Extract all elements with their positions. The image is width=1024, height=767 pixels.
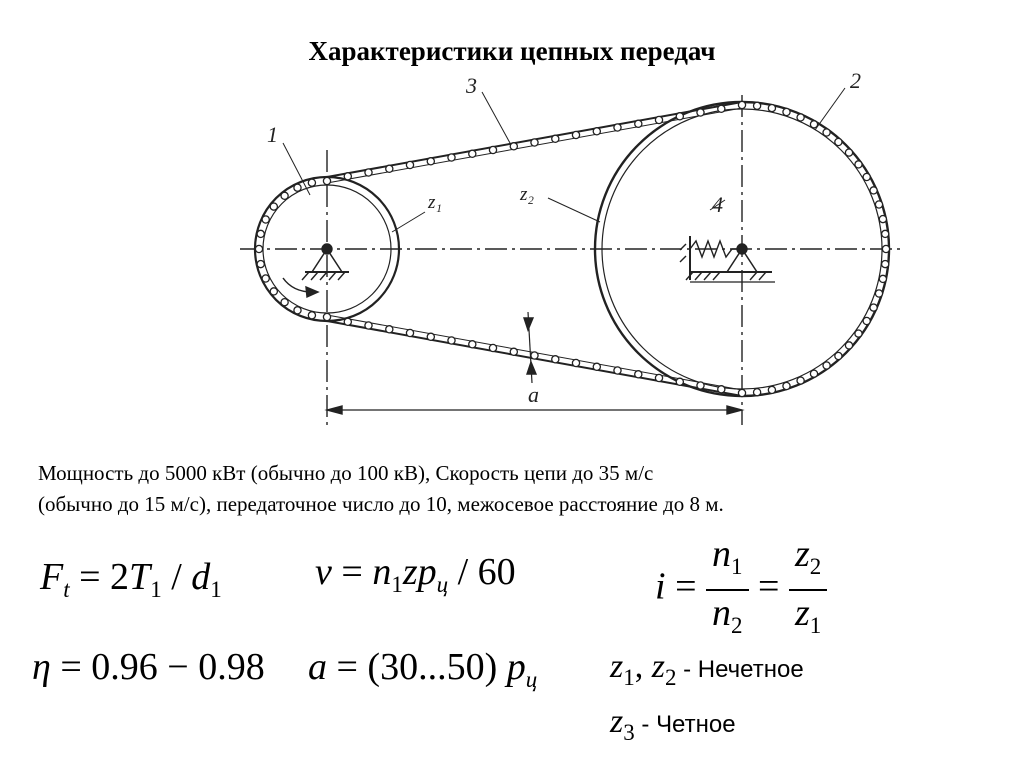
chain-roller xyxy=(281,299,288,306)
chain-roller xyxy=(870,187,877,194)
chain-roller xyxy=(718,105,725,112)
chain-roller xyxy=(810,121,817,128)
dimension-arrow-left xyxy=(327,406,342,414)
chain-roller xyxy=(323,177,330,184)
chain-roller xyxy=(797,114,804,121)
chain-roller xyxy=(469,341,476,348)
chain-roller xyxy=(882,245,889,252)
leader-2 xyxy=(815,88,845,130)
chain-roller xyxy=(870,304,877,311)
chain-roller xyxy=(882,261,889,268)
chain-roller xyxy=(882,230,889,237)
chain-roller xyxy=(572,131,579,138)
formula-speed: $v = n_1zp_ц / 60$ xyxy=(315,551,516,597)
label-2: 2 xyxy=(850,68,861,93)
chain-roller xyxy=(738,389,745,396)
chain-roller xyxy=(855,330,862,337)
chain-roller xyxy=(797,377,804,384)
label-a: a xyxy=(528,382,539,407)
chain-roller xyxy=(676,378,683,385)
chain-roller xyxy=(768,386,775,393)
chain-roller xyxy=(531,352,538,359)
chain-roller xyxy=(427,158,434,165)
formula-force: $F_t = 2T_1 / d_1$ xyxy=(40,556,222,602)
note-even: $z_3$ - Четное xyxy=(610,703,736,745)
chain-roller xyxy=(810,370,817,377)
chain-roller xyxy=(308,179,315,186)
note-odd: $z_1$, $z_2$ - Нечетное xyxy=(610,648,804,690)
label-z2: z₂ xyxy=(520,184,534,205)
chain-roller xyxy=(768,105,775,112)
chain-roller xyxy=(281,192,288,199)
formula-distance: a = (30...50) $p_ц$ xyxy=(308,646,538,692)
chain-roller xyxy=(697,382,704,389)
chain-roller xyxy=(344,318,351,325)
chain-roller xyxy=(270,203,277,210)
description-line-1: Мощность до 5000 кВт (обычно до 100 кВ), Скорость цепи до 35 м/с xyxy=(38,461,654,485)
chain-roller xyxy=(427,333,434,340)
chain-roller xyxy=(552,356,559,363)
chain-roller xyxy=(294,307,301,314)
chain-roller xyxy=(448,154,455,161)
chain-roller xyxy=(572,359,579,366)
chain-roller xyxy=(855,161,862,168)
chain-roller xyxy=(783,382,790,389)
description xyxy=(38,458,998,520)
chain-roller xyxy=(386,326,393,333)
chain-roller xyxy=(655,374,662,381)
chain-roller xyxy=(510,143,517,150)
chain-roller xyxy=(697,109,704,116)
chain-roller xyxy=(754,102,761,109)
chain-roller xyxy=(879,216,886,223)
leader-z1 xyxy=(392,212,425,232)
formula-efficiency: η = 0.96 − 0.98 xyxy=(32,646,265,688)
chain-roller xyxy=(783,108,790,115)
chain-roller xyxy=(875,290,882,297)
chain-roller xyxy=(718,386,725,393)
chain-roller xyxy=(875,201,882,208)
chain-roller xyxy=(593,128,600,135)
chain-roller xyxy=(510,348,517,355)
chain-roller xyxy=(845,149,852,156)
chain-roller xyxy=(489,344,496,351)
chain-roller xyxy=(879,275,886,282)
chain-roller xyxy=(406,329,413,336)
description-line-2: (обычно до 15 м/с), передаточное число до 10, межосевое расстояние до 8 м. xyxy=(38,492,724,516)
chain-roller xyxy=(823,362,830,369)
chain-roller xyxy=(614,367,621,374)
chain-roller xyxy=(406,161,413,168)
formula-ratio: i = $\frac{n_1}{n_2}$ = $\frac{z_2}{z_1}$ xyxy=(655,532,827,648)
chain-roller xyxy=(754,389,761,396)
chain-roller xyxy=(489,146,496,153)
chain-roller xyxy=(845,342,852,349)
chain-roller xyxy=(386,165,393,172)
chain-roller xyxy=(270,288,277,295)
chain-roller xyxy=(365,322,372,329)
leader-z2 xyxy=(548,198,600,222)
chain-roller xyxy=(308,312,315,319)
chain-roller xyxy=(738,101,745,108)
chain-roller xyxy=(323,313,330,320)
chain-roller xyxy=(863,317,870,324)
leader-3 xyxy=(482,92,510,143)
chain-roller xyxy=(863,173,870,180)
label-1: 1 xyxy=(267,122,278,147)
chain-roller xyxy=(614,124,621,131)
chain-roller xyxy=(255,245,262,252)
chain-roller xyxy=(344,173,351,180)
chain-roller xyxy=(262,275,269,282)
chain-roller xyxy=(552,135,559,142)
chain-roller xyxy=(655,116,662,123)
chain-roller xyxy=(635,371,642,378)
label-z1: z₁ xyxy=(428,192,442,213)
chain-roller xyxy=(294,184,301,191)
label-3: 3 xyxy=(466,73,477,98)
dimension-arrow-right xyxy=(727,406,742,414)
chain-roller xyxy=(448,337,455,344)
chain-roller xyxy=(257,230,264,237)
chain-roller xyxy=(257,261,264,268)
chain-roller xyxy=(593,363,600,370)
chain-roller xyxy=(262,216,269,223)
chain-roller xyxy=(823,129,830,136)
chain-roller xyxy=(835,352,842,359)
chain-roller xyxy=(469,150,476,157)
chain-roller xyxy=(635,120,642,127)
label-4: 4 xyxy=(712,192,723,217)
chain-roller xyxy=(531,139,538,146)
chain-roller xyxy=(676,113,683,120)
slide-title: Характеристики цепных передач xyxy=(308,36,716,66)
chain-roller xyxy=(365,169,372,176)
chain-roller xyxy=(835,138,842,145)
